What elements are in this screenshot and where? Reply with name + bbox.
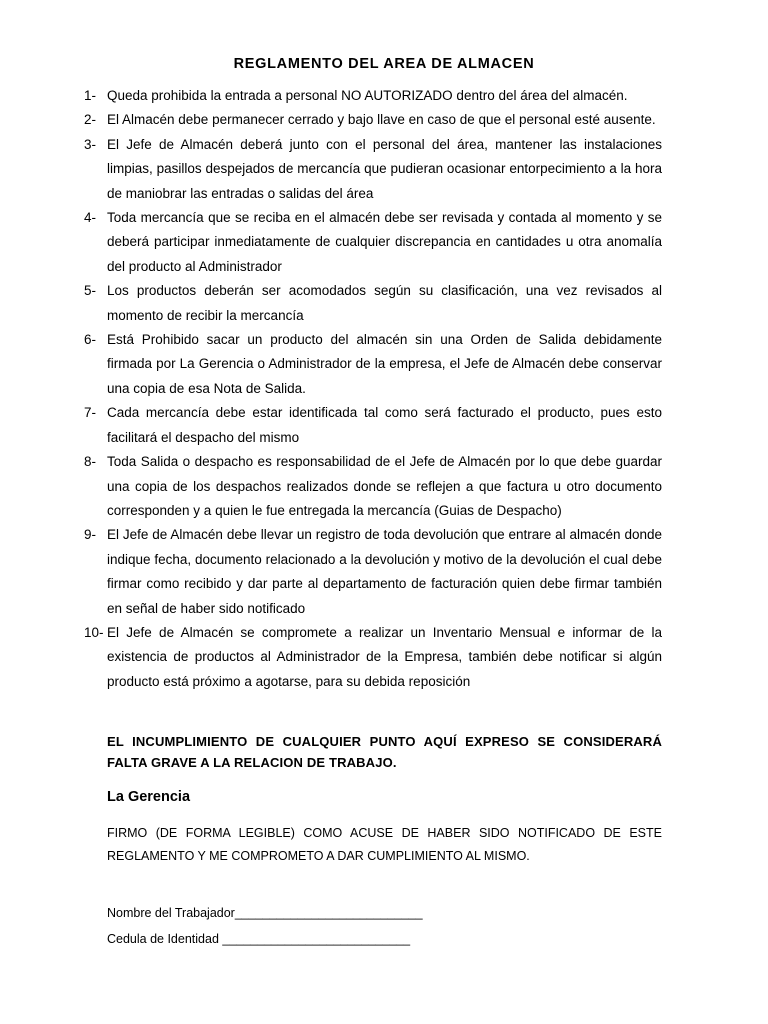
rule-number: 7- xyxy=(84,405,97,421)
acknowledgement-text: FIRMO (DE FORMA LEGIBLE) COMO ACUSE DE HABER SIDO NOTIFICADO DE ESTE REGLAMENTO Y ME COMPROMETO A DAR CUMPLIMIENTO AL MISMO. xyxy=(107,826,662,863)
rule-text: Toda mercancía que se reciba en el almacén debe ser revisada y contada al momento y se deberá participar inmediatamente de cualquier discrepancia en cantidades u otra anomalía del producto al Administrador xyxy=(107,210,662,274)
warning-notice: EL INCUMPLIMIENTO DE CUALQUIER PUNTO AQUÍ EXPRESO SE CONSIDERARÁ FALTA GRAVE A LA RELACION DE TRABAJO. xyxy=(107,734,662,770)
rule-item xyxy=(84,279,662,328)
worker-name-field: Nombre del Trabajador___________________________ xyxy=(107,906,423,920)
rule-number: 3- xyxy=(84,136,97,152)
rule-item xyxy=(84,328,662,401)
rule-item xyxy=(84,450,662,523)
rule-item xyxy=(84,523,662,621)
rule-text: Está Prohibido sacar un producto del almacén sin una Orden de Salida debidamente firmada por La Gerencia o Administrador de la empresa, el Jefe de Almacén debe conservar una copia de esa Nota de Salida. xyxy=(107,332,662,396)
rule-item xyxy=(84,206,662,279)
rule-text: El Jefe de Almacén deberá junto con el personal del área, mantener las instalaciones limpias, pasillos despejados de mercancía que pudieran ocasionar entorpecimiento a la hora de maniobrar las entradas o salidas del área xyxy=(107,136,662,201)
rule-number: 4- xyxy=(84,210,97,226)
rule-item xyxy=(84,108,662,132)
rule-text: Los productos deberán ser acomodados según su clasificación, una vez revisados al momento de recibir la mercancía xyxy=(107,283,662,323)
rule-number: 1- xyxy=(84,88,97,103)
rule-text: Queda prohibida la entrada a personal NO AUTORIZADO dentro del área del almacén. xyxy=(107,88,628,103)
rule-item xyxy=(84,621,662,694)
rule-text: El Almacén debe permanecer cerrado y bajo llave en caso de que el personal esté ausente. xyxy=(107,112,656,128)
rule-text: Toda Salida o despacho es responsabilidad de el Jefe de Almacén por lo que debe guardar una copia de los despachos realizados donde se reflejen a que factura u otro documento corresponden y a quien le fue entregada la mercancía (Guias de Despacho) xyxy=(107,454,662,518)
id-number-field: Cedula de Identidad ___________________________ xyxy=(107,932,411,946)
rule-text: El Jefe de Almacén debe llevar un registro de toda devolución que entrare al almacén donde indique fecha, documento relacionado a la devolución y motivo de la devolución el cual debe firmar como recibido y dar parte al departamento de facturación quien debe firmar también en señal de haber sido notificado xyxy=(107,527,662,616)
rule-text: Cada mercancía debe estar identificada tal como será facturado el producto, pues esto facilitará el despacho del mismo xyxy=(107,405,662,445)
rule-number: 8- xyxy=(84,454,97,470)
rule-item xyxy=(84,401,662,450)
rule-number: 6- xyxy=(84,332,97,348)
rule-number: 10- xyxy=(84,624,104,640)
rule-item xyxy=(84,133,662,206)
rule-text: El Jefe de Almacén se compromete a realizar un Inventario Mensual e informar de la existencia de productos al Administrador de la Empresa, también debe notificar si algún producto está próximo a agotarse, para su debida reposición xyxy=(107,624,662,689)
rules-list xyxy=(84,84,662,694)
rule-number: 9- xyxy=(84,527,97,543)
rule-number: 5- xyxy=(84,283,97,299)
rule-item xyxy=(84,84,662,108)
document-title: REGLAMENTO DEL AREA DE ALMACEN xyxy=(233,56,535,72)
rule-number: 2- xyxy=(84,112,97,128)
signoff-label: La Gerencia xyxy=(107,789,191,805)
